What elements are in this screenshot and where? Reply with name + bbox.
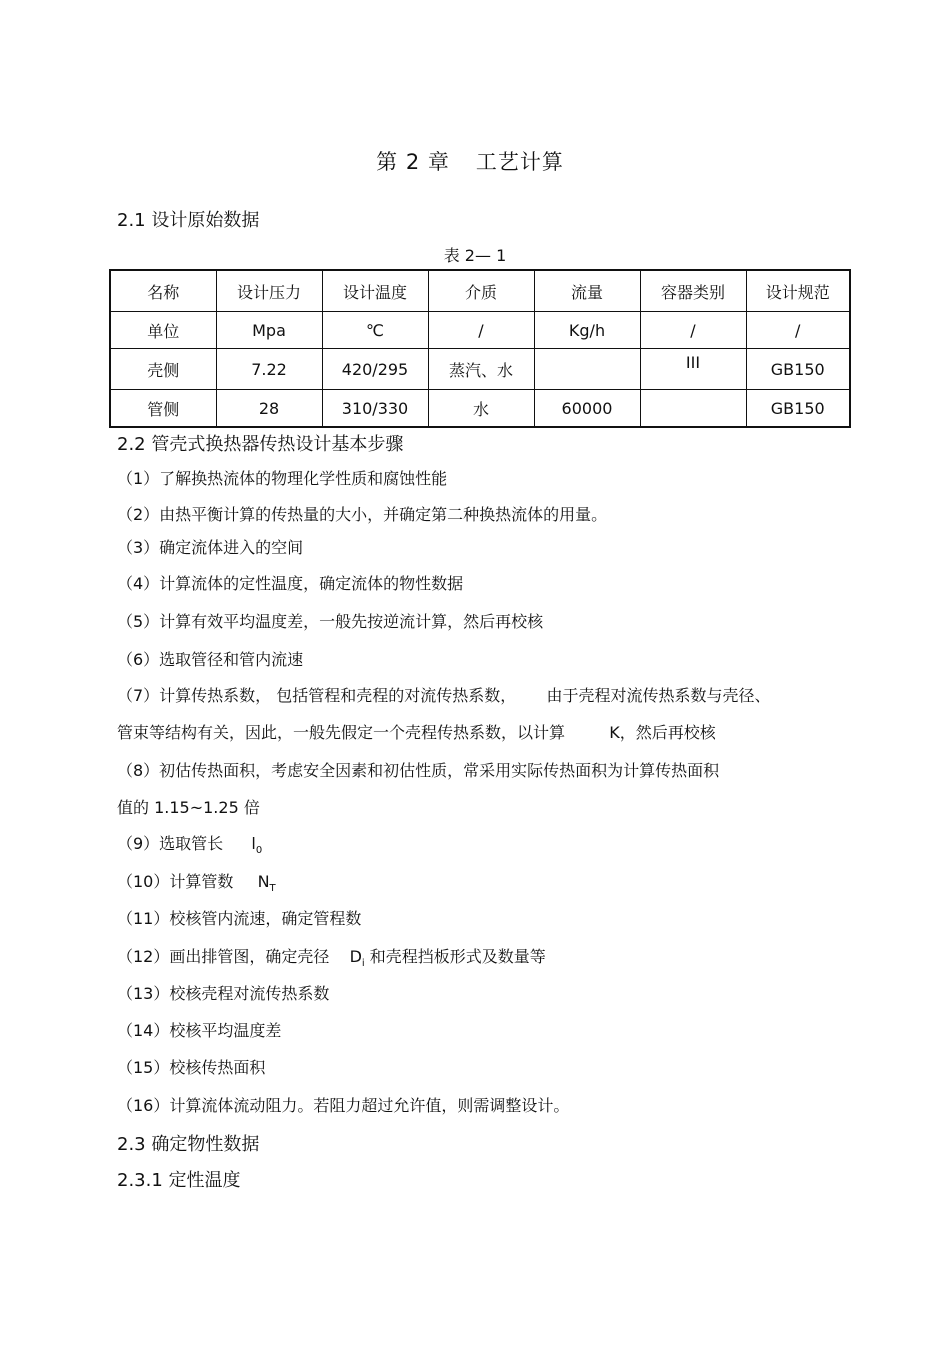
table-cell: /	[428, 312, 534, 349]
table-header-cell: 介质	[428, 270, 534, 312]
subsection-heading-2-3-1: 2.3.1 定性温度	[117, 1170, 241, 1191]
step-12-text: （12）画出排管图，确定壳径	[117, 947, 330, 966]
table-cell: GB150	[746, 349, 850, 390]
step-2: （2）由热平衡计算的传热量的大小，并确定第二种换热流体的用量。	[117, 505, 608, 524]
section-heading-2-3: 2.3 确定物性数据	[117, 1134, 260, 1155]
step-9	[117, 831, 262, 854]
table-header-cell: 设计规范	[746, 270, 850, 312]
table-header-cell: 设计压力	[216, 270, 322, 312]
table-cell: 水	[428, 390, 534, 428]
section-heading-2-2: 2.2 管壳式换热器传热设计基本步骤	[117, 434, 404, 455]
design-data-table	[109, 269, 851, 428]
step-7-text-d: K，然后再校核	[609, 723, 716, 742]
table-cell: 420/295	[322, 349, 428, 390]
tube-count-symbol: N	[257, 872, 270, 891]
step-14: （14）校核平均温度差	[117, 1021, 282, 1040]
table-cell	[640, 390, 746, 428]
chapter-name: 工艺计算	[475, 150, 564, 174]
table-cell: /	[746, 312, 850, 349]
table-cell: /	[640, 312, 746, 349]
table-header-row	[110, 270, 850, 312]
step-12	[117, 944, 546, 967]
step-11: （11）校核管内流速，确定管程数	[117, 909, 362, 928]
table-cell: ℃	[322, 312, 428, 349]
step-10	[117, 869, 276, 892]
table-cell: Mpa	[216, 312, 322, 349]
step-6: （6）选取管径和管内流速	[117, 650, 304, 669]
table-cell: 壳侧	[110, 349, 216, 390]
step-7-text-a: （7）计算传热系数， 包括管程和壳程的对流传热系数，	[117, 686, 517, 705]
table-header-cell: 设计温度	[322, 270, 428, 312]
step-13: （13）校核壳程对流传热系数	[117, 984, 330, 1003]
step-16: （16）计算流体流动阻力。若阻力超过允许值，则需调整设计。	[117, 1096, 570, 1115]
table-cell	[534, 349, 640, 390]
chapter-title	[0, 146, 940, 176]
step-7-line-1	[117, 683, 770, 706]
table-header-cell: 流量	[534, 270, 640, 312]
shell-diameter-subscript: i	[361, 958, 365, 969]
table-cell: Kg/h	[534, 312, 640, 349]
table-header-cell: 名称	[110, 270, 216, 312]
tube-length-subscript: 0	[255, 845, 263, 856]
table-cell: 28	[216, 390, 322, 428]
step-10-text: （10）计算管数	[117, 872, 234, 891]
step-3: （3）确定流体进入的空间	[117, 538, 304, 557]
step-9-text: （9）选取管长	[117, 834, 224, 853]
table-cell: GB150	[746, 390, 850, 428]
shell-diameter-symbol: D	[349, 947, 362, 966]
step-1: （1）了解换热流体的物理化学性质和腐蚀性能	[117, 469, 448, 488]
table-caption: 表 2— 1	[443, 246, 507, 265]
tube-length-symbol: l	[251, 834, 256, 853]
table-cell: 单位	[110, 312, 216, 349]
chapter-number: 第 2 章	[376, 150, 450, 174]
table-cell: 管侧	[110, 390, 216, 428]
step-7-text-c: 管束等结构有关，因此，一般先假定一个壳程传热系数，以计算	[117, 723, 566, 742]
table-header-cell: 容器类别	[640, 270, 746, 312]
step-7-text-b: 由于壳程对流传热系数与壳径、	[546, 686, 771, 705]
table-cell: 7.22	[216, 349, 322, 390]
table-row	[110, 390, 850, 428]
step-12-rest: 和壳程挡板形式及数量等	[369, 947, 546, 966]
step-4: （4）计算流体的定性温度，确定流体的物性数据	[117, 574, 464, 593]
table-cell: 蒸汽、水	[428, 349, 534, 390]
step-8-line-2: 值的 1.15~1.25 倍	[117, 798, 260, 817]
table-cell: 310/330	[322, 390, 428, 428]
step-15: （15）校核传热面积	[117, 1058, 266, 1077]
table-row	[110, 349, 850, 390]
table-row	[110, 312, 850, 349]
section-heading-2-1: 2.1 设计原始数据	[117, 210, 260, 231]
table-cell: 60000	[534, 390, 640, 428]
step-5: （5）计算有效平均温度差，一般先按逆流计算，然后再校核	[117, 612, 544, 631]
table-cell: III	[640, 349, 746, 390]
step-8-line-1: （8）初估传热面积，考虑安全因素和初估性质，常采用实际传热面积为计算传热面积	[117, 761, 720, 780]
tube-count-subscript: T	[269, 883, 276, 894]
step-7-line-2	[117, 720, 716, 743]
